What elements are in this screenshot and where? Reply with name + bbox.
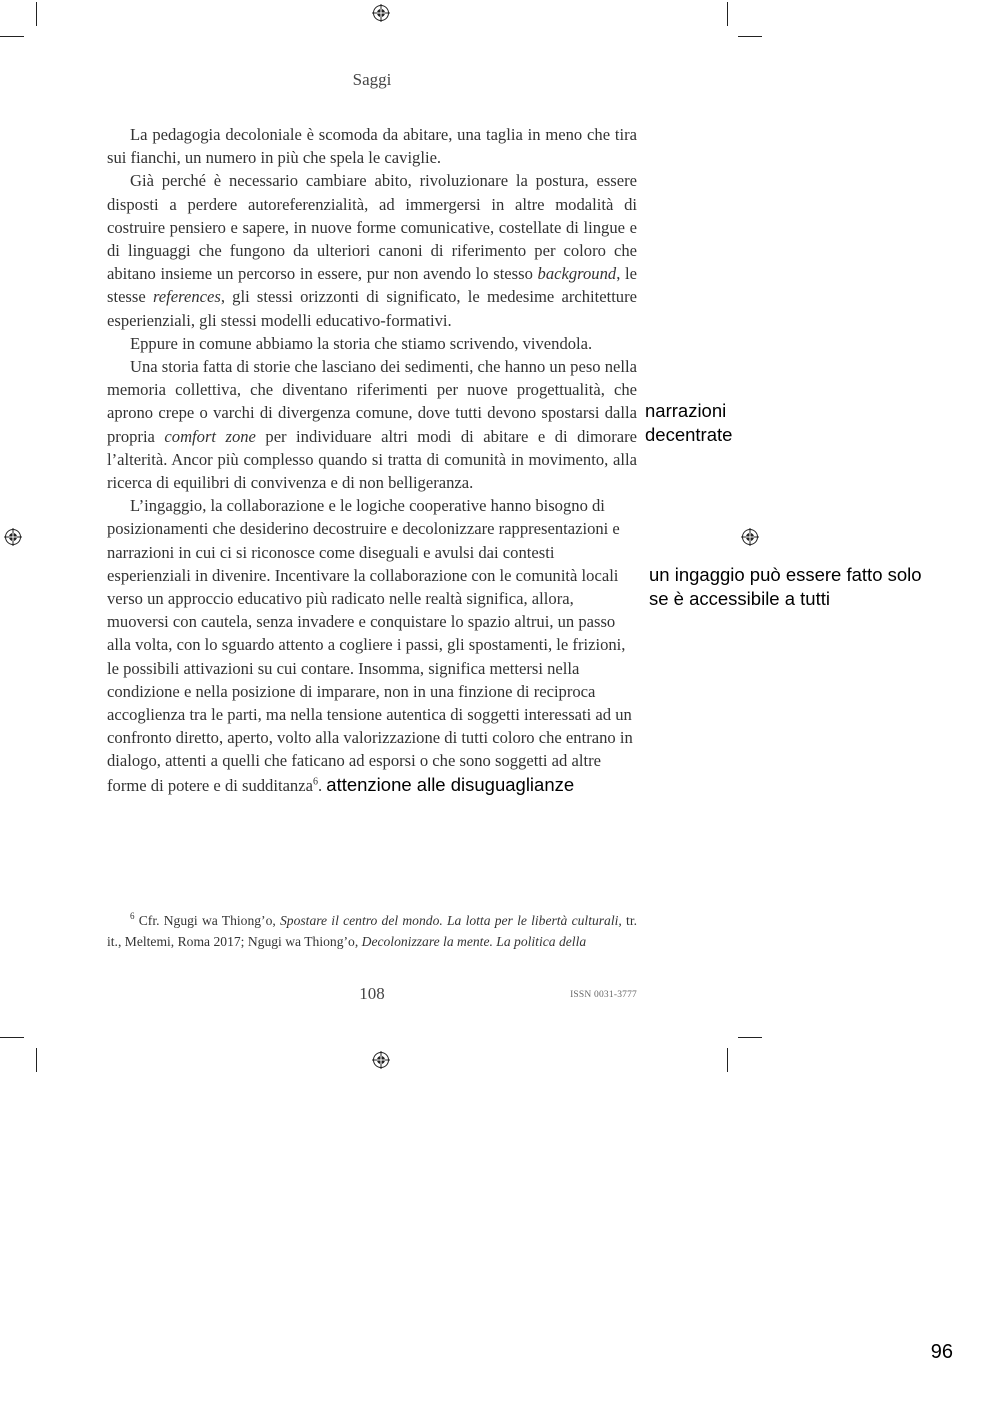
registration-mark-icon	[372, 1051, 390, 1069]
paragraph-2	[107, 169, 637, 331]
text-run: Cfr. Ngugi wa Thiong’o,	[138, 913, 280, 928]
text-run: per individuare altri modi di abitare e di dimorare l’alterità. Ancor più complesso quando si tratta di comunità in movimento, alla ricerca di equilibri di convivenza e di non belligeranza.	[107, 426, 638, 493]
text-run: Già perché è necessario cambiare abito, rivoluzionare la postura, essere disposti a perdere autoreferenzialità, ad immergersi in altre modalità di costruire pensiero e sapere, in nuove forme comunicative, costellate di lingue e di linguaggi che fungono da ulteriori canoni di riferimento per coloro che abitano insieme un percorso in essere, pur non avendo lo stesso	[107, 171, 637, 284]
crop-mark	[36, 1048, 37, 1072]
annotation-line: se è accessibile a tutti	[649, 587, 830, 609]
crop-mark	[0, 1037, 24, 1038]
annotation-line: decentrate	[645, 423, 733, 445]
registration-mark-icon	[372, 4, 390, 22]
registration-mark-icon	[741, 528, 759, 546]
paragraph-1: La pedagogia decoloniale è scomoda da abitare, una taglia in meno che tira sui fianchi, un numero in più che spela le caviglie.	[107, 125, 637, 168]
text-run: tr. it., Meltemi, Roma 2017; Ngugi wa Thiong’o,	[107, 913, 637, 949]
crop-mark	[738, 1037, 762, 1038]
margin-annotation-2	[649, 563, 922, 610]
page-number: 96	[930, 1341, 953, 1363]
footnote	[107, 911, 637, 952]
text-run: L’ingaggio, la collaborazione e le logiche cooperative hanno bisogno di posizionamenti che desiderino decostruire e decolonizzare rappresentazioni e narrazioni in cui ci si riconosce come diseguali e avulsi dai contesti esperienziali in divenire. Incentivare la collaborazione con le comunità locali verso un approccio educativo più radicato nelle realtà significa, allora, muoversi con cautela, senza invadere e conquistare lo spazio altrui, un passo alla volta, con lo sguardo attento a cogliere i passi, gli spostamenti, le frizioni, le possibili attivazioni su cui contare. Insomma, significa mettersi nella condizione e nella posizione di imparare, non in una finzione di reciproca accoglienza tra le parti, ma nella tensione autentica di soggetti interessati ad un confronto diretto, aperto, volto alla valorizzazione di tutti coloro che entrano in dialogo, attenti a quelli che faticano ad esporsi o che sono soggetti ad altre forme di potere e di sudditanza	[107, 496, 633, 795]
italic-term: comfort zone	[164, 426, 256, 446]
footnote-reference[interactable]: 6	[312, 776, 318, 788]
text-run: .	[317, 775, 323, 795]
italic-term: references	[152, 287, 221, 307]
crop-mark	[0, 36, 24, 37]
margin-annotation-1	[645, 399, 732, 446]
crop-mark	[36, 2, 37, 26]
text-run: Una storia fatta di storie che lasciano dei sedimenti, che hanno un peso nella memoria collettiva, che diventano riferimenti per nuove progettualità, che aprono crepe o varchi di divergenza comune, dove tutti devono spostarsi dalla propria	[107, 357, 637, 446]
crop-mark	[738, 36, 762, 37]
paragraph-3: Eppure in comune abbiamo la storia che stiamo scrivendo, vivendola.	[130, 333, 593, 353]
paragraph-4	[107, 355, 637, 494]
registration-mark-icon	[4, 528, 22, 546]
paragraph-5	[107, 494, 637, 797]
inline-annotation: attenzione alle disuguaglianze	[326, 773, 575, 795]
italic-term: background	[537, 264, 617, 284]
text-run: , le stesse	[107, 264, 637, 307]
running-head: Saggi	[352, 70, 392, 89]
footnote-number: 6	[130, 911, 135, 922]
annotation-line: narrazioni	[645, 400, 727, 421]
italic-title: Decolonizzare la mente. La politica della	[361, 933, 587, 949]
folio: 108	[359, 984, 385, 1003]
italic-title: Spostare il centro del mondo. La lotta per le libertà culturali,	[280, 913, 622, 928]
crop-mark	[727, 2, 728, 26]
issn: ISSN 0031-3777	[570, 990, 637, 1000]
crop-mark	[727, 1048, 728, 1072]
text-run: , gli stessi orizzonti di significato, le medesime architetture esperienziali, gli stessi modelli educativo-formativi.	[107, 287, 637, 330]
annotation-line: un ingaggio può essere fatto solo	[649, 564, 922, 585]
body-text	[107, 123, 637, 797]
